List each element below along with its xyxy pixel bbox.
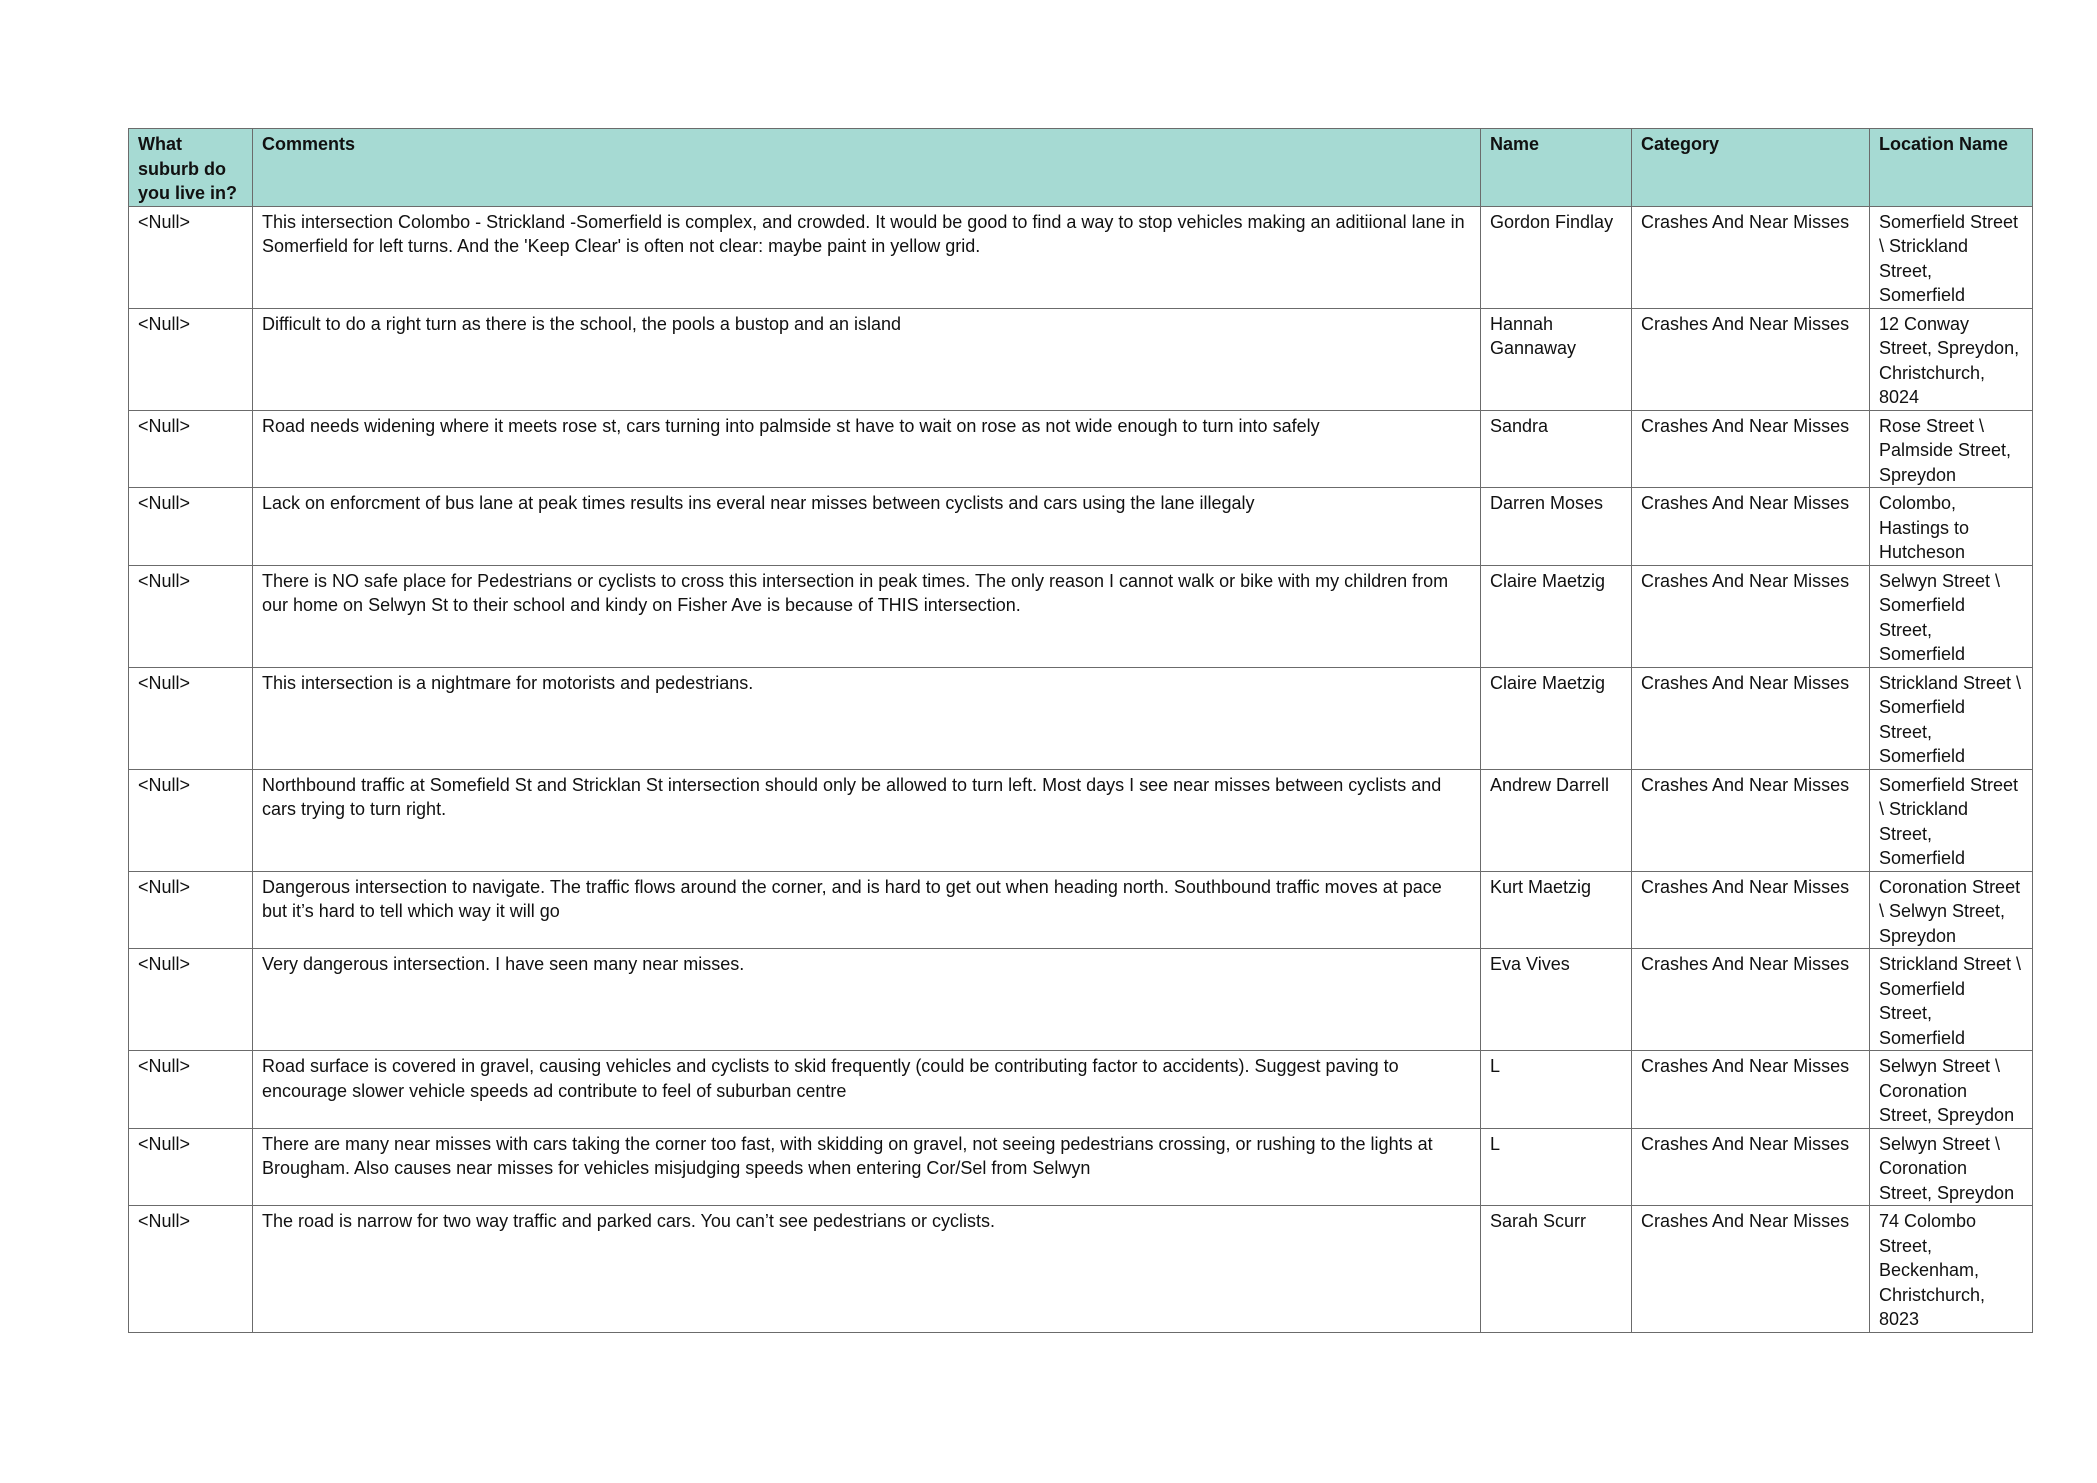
header-category: Category bbox=[1632, 129, 1870, 207]
cell-suburb: <Null> bbox=[129, 308, 253, 410]
cell-name: L bbox=[1481, 1051, 1632, 1129]
cell-comment: This intersection Colombo - Strickland -Somerfield is complex, and crowded. It would be good to find a way to stop vehicles making an aditiional lane in Somerfield for left turns. And the 'Keep Clear' is often not clear: maybe paint in yellow grid. bbox=[253, 206, 1481, 308]
cell-category: Crashes And Near Misses bbox=[1632, 1051, 1870, 1129]
cell-location: Selwyn Street \ Somerfield Street, Somerfield bbox=[1870, 565, 2033, 667]
cell-category: Crashes And Near Misses bbox=[1632, 410, 1870, 488]
cell-location: 12 Conway Street, Spreydon, Christchurch, 8024 bbox=[1870, 308, 2033, 410]
cell-suburb: <Null> bbox=[129, 206, 253, 308]
cell-category: Crashes And Near Misses bbox=[1632, 871, 1870, 949]
cell-comment: Road surface is covered in gravel, causing vehicles and cyclists to skid frequently (could be contributing factor to accidents). Suggest paving to encourage slower vehicle speeds ad contribute to feel of suburban centre bbox=[253, 1051, 1481, 1129]
cell-name: Claire Maetzig bbox=[1481, 667, 1632, 769]
cell-name: Sarah Scurr bbox=[1481, 1206, 1632, 1333]
cell-name: Eva Vives bbox=[1481, 949, 1632, 1051]
cell-suburb: <Null> bbox=[129, 949, 253, 1051]
cell-name: L bbox=[1481, 1128, 1632, 1206]
cell-name: Gordon Findlay bbox=[1481, 206, 1632, 308]
cell-location: Strickland Street \ Somerfield Street, Somerfield bbox=[1870, 949, 2033, 1051]
document-page bbox=[128, 128, 2032, 1333]
cell-suburb: <Null> bbox=[129, 667, 253, 769]
cell-name: Hannah Gannaway bbox=[1481, 308, 1632, 410]
cell-comment: Difficult to do a right turn as there is the school, the pools a bustop and an island bbox=[253, 308, 1481, 410]
cell-suburb: <Null> bbox=[129, 1206, 253, 1333]
cell-name: Sandra bbox=[1481, 410, 1632, 488]
cell-category: Crashes And Near Misses bbox=[1632, 488, 1870, 566]
cell-location: Rose Street \ Palmside Street, Spreydon bbox=[1870, 410, 2033, 488]
cell-location: Selwyn Street \ Coronation Street, Spreydon bbox=[1870, 1128, 2033, 1206]
cell-category: Crashes And Near Misses bbox=[1632, 565, 1870, 667]
cell-suburb: <Null> bbox=[129, 488, 253, 566]
cell-location: Strickland Street \ Somerfield Street, Somerfield bbox=[1870, 667, 2033, 769]
cell-suburb: <Null> bbox=[129, 1128, 253, 1206]
cell-name: Darren Moses bbox=[1481, 488, 1632, 566]
cell-category: Crashes And Near Misses bbox=[1632, 1206, 1870, 1333]
cell-name: Kurt Maetzig bbox=[1481, 871, 1632, 949]
cell-category: Crashes And Near Misses bbox=[1632, 769, 1870, 871]
cell-comment: Dangerous intersection to navigate. The traffic flows around the corner, and is hard to get out when heading north. Southbound traffic moves at pace but it’s hard to tell which way it will go bbox=[253, 871, 1481, 949]
cell-name: Claire Maetzig bbox=[1481, 565, 1632, 667]
cell-suburb: <Null> bbox=[129, 565, 253, 667]
cell-name: Andrew Darrell bbox=[1481, 769, 1632, 871]
cell-category: Crashes And Near Misses bbox=[1632, 949, 1870, 1051]
header-comments: Comments bbox=[253, 129, 1481, 207]
table-row bbox=[129, 1206, 2033, 1333]
header-location-name: Location Name bbox=[1870, 129, 2033, 207]
cell-location: Somerfield Street \ Strickland Street, Somerfield bbox=[1870, 769, 2033, 871]
table-row bbox=[129, 769, 2033, 871]
table-row bbox=[129, 206, 2033, 308]
cell-comment: Northbound traffic at Somefield St and Stricklan St intersection should only be allowed to turn left. Most days I see near misses between cyclists and cars trying to turn right. bbox=[253, 769, 1481, 871]
cell-comment: There are many near misses with cars taking the corner too fast, with skidding on gravel, not seeing pedestrians crossing, or rushing to the lights at Brougham. Also causes near misses for vehicles misjudging speeds when entering Cor/Sel from Selwyn bbox=[253, 1128, 1481, 1206]
cell-category: Crashes And Near Misses bbox=[1632, 667, 1870, 769]
table-row bbox=[129, 1051, 2033, 1129]
cell-comment: Road needs widening where it meets rose st, cars turning into palmside st have to wait on rose as not wide enough to turn into safely bbox=[253, 410, 1481, 488]
cell-comment: Very dangerous intersection. I have seen many near misses. bbox=[253, 949, 1481, 1051]
cell-location: Coronation Street \ Selwyn Street, Spreydon bbox=[1870, 871, 2033, 949]
comments-table bbox=[128, 128, 2033, 1333]
table-row bbox=[129, 1128, 2033, 1206]
cell-location: Somerfield Street \ Strickland Street, Somerfield bbox=[1870, 206, 2033, 308]
cell-category: Crashes And Near Misses bbox=[1632, 206, 1870, 308]
table-row bbox=[129, 410, 2033, 488]
header-name: Name bbox=[1481, 129, 1632, 207]
table-row bbox=[129, 308, 2033, 410]
cell-location: Selwyn Street \ Coronation Street, Spreydon bbox=[1870, 1051, 2033, 1129]
cell-comment: The road is narrow for two way traffic and parked cars. You can’t see pedestrians or cyclists. bbox=[253, 1206, 1481, 1333]
cell-comment: This intersection is a nightmare for motorists and pedestrians. bbox=[253, 667, 1481, 769]
table-row bbox=[129, 871, 2033, 949]
cell-comment: There is NO safe place for Pedestrians or cyclists to cross this intersection in peak times. The only reason I cannot walk or bike with my children from our home on Selwyn St to their school and kindy on Fisher Ave is because of THIS intersection. bbox=[253, 565, 1481, 667]
header-suburb: What suburb do you live in? bbox=[129, 129, 253, 207]
cell-comment: Lack on enforcment of bus lane at peak times results ins everal near misses between cyclists and cars using the lane illegaly bbox=[253, 488, 1481, 566]
table-row bbox=[129, 488, 2033, 566]
cell-category: Crashes And Near Misses bbox=[1632, 308, 1870, 410]
cell-location: 74 Colombo Street, Beckenham, Christchurch, 8023 bbox=[1870, 1206, 2033, 1333]
cell-suburb: <Null> bbox=[129, 871, 253, 949]
table-row bbox=[129, 949, 2033, 1051]
table-header-row bbox=[129, 129, 2033, 207]
cell-category: Crashes And Near Misses bbox=[1632, 1128, 1870, 1206]
table-row bbox=[129, 667, 2033, 769]
cell-suburb: <Null> bbox=[129, 410, 253, 488]
cell-suburb: <Null> bbox=[129, 1051, 253, 1129]
table-row bbox=[129, 565, 2033, 667]
cell-location: Colombo, Hastings to Hutcheson bbox=[1870, 488, 2033, 566]
cell-suburb: <Null> bbox=[129, 769, 253, 871]
